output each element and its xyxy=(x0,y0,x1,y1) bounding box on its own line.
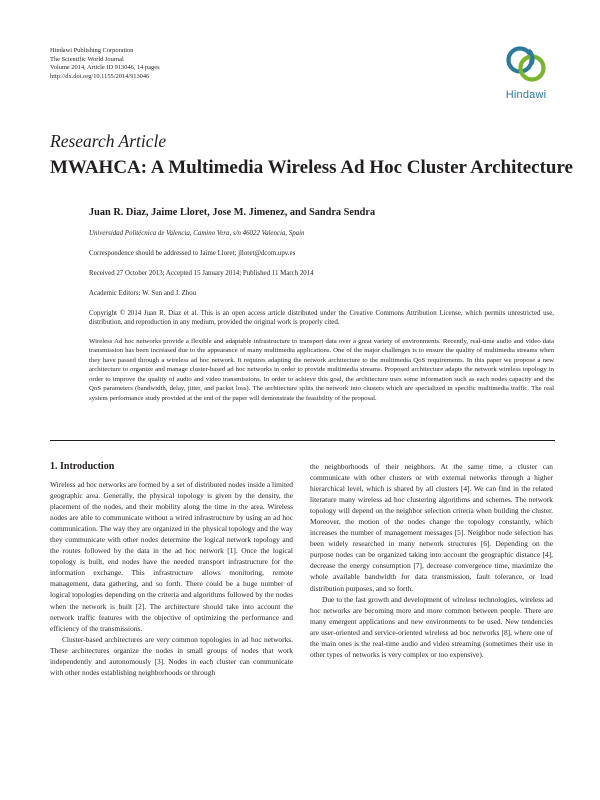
publication-dates: Received 27 October 2013; Accepted 15 January 2014; Published 11 March 2014 xyxy=(89,270,314,277)
paragraph: Cluster-based architectures are very common topologies in ad hoc networks. These architectures organize the nodes in small groups of nodes that work independently and autonomously [3]. Nodes in each cluster can communicate with other nodes establishing neighborhoods or through xyxy=(50,634,293,677)
journal-name: The Scientific World Journal xyxy=(50,55,124,63)
paragraph: the neighborhoods of their neighbors. At the same time, a cluster can communicate with other clusters or with external networks through a higher hierarchical level, which is shared by all clusters [4]. We can find in the related literature many wireless ad hoc clustering algorithms and schemes. The network topology will depend on the neighbor selection criteria when building the cluster. Moreover, the motion of the nodes change the topology constantly, which increases the number of management messages [5]. Neighbor node selection has been widely researched in many network structures [6]. Depending on the purpose nodes can be organized taking into account the geographic distance [4], decrease the energy consumption [7], decrease convergence time, maximize the whole available bandwidth for data transmission, fault tolerance, or load distribution purposes, and so forth. xyxy=(310,462,553,593)
author-list: Juan R. Diaz, Jaime Lloret, Jose M. Jimenez, and Sandra Sendra xyxy=(89,207,376,218)
article-type: Research Article xyxy=(50,131,167,151)
correspondence: Correspondence should be addressed to Jaime Lloret; jlloret@dcom.upv.es xyxy=(89,250,296,257)
left-column xyxy=(50,461,293,678)
doi-link[interactable]: http://dx.doi.org/10.1155/2014/913046 xyxy=(50,72,150,80)
hindawi-logo xyxy=(498,44,554,104)
paragraph: Wireless ad hoc networks are formed by a set of distributed nodes inside a limited geographic area. Generally, the physical topology is given by the density, the placement of the nodes, and their mobility along the time in the area. Wireless nodes are able to communicate without a wired infrastructure by using an ad hoc communication. The way they are organized in the physical topology and the way they communicate with other nodes determine the logical network topology and the routes followed by the data in the ad hoc network [1]. Once the logical topology is built, end nodes have the needed transport infrastructure for the information exchange. This infrastructure allows monitoring, remote management, data gathering, and so forth. There could be a huge number of logical topologies depending on the criteria and algorithms followed by the nodes when the network is built [2]. The architecture should take into account the network traffic features with the objective of optimizing the performance and efficiency of the transmissions. xyxy=(50,480,293,633)
right-column xyxy=(310,461,553,660)
paragraph: Due to the fast growth and development of wireless technologies, wireless ad hoc networks are becoming more and more common between people. There are many emergent applications and new environments to be used. New tendencies are user-oriented and service-oriented wireless ad hoc networks [8], where one of the main ones is the real-time audio and video streaming (sometimes their use in other types of networks is very complex or too expensive). xyxy=(310,594,553,659)
academic-editors: Academic Editors: W. Sun and J. Zhou xyxy=(89,290,197,297)
volume-line: Volume 2014, Article ID 913046, 14 pages xyxy=(50,64,160,72)
paper-title: MWAHCA: A Multimedia Wireless Ad Hoc Cluster Architecture xyxy=(50,157,573,178)
copyright-notice: Copyright © 2014 Juan R. Diaz et al. This is an open access article distributed under the Creative Commons Attribution License, which permits unrestricted use, distribution, and reproduction in any medium, provided the original work is properly cited. xyxy=(89,310,554,327)
section-heading: 1. Introduction xyxy=(50,461,115,472)
section-divider xyxy=(50,440,555,441)
publisher-line: Hindawi Publishing Corporation xyxy=(50,47,134,54)
hindawi-logo-text: Hindawi xyxy=(505,89,547,101)
journal-header xyxy=(50,47,160,81)
affiliation: Universidad Politécnica de Valencia, Camino Vera, s/n 46022 Valencia, Spain xyxy=(89,230,305,237)
abstract: Wireless Ad hoc networks provide a flexible and adaptable infrastructure to transport data over a great variety of environments. Recently, real-time audio and video data transmission has been increased due to the appearance of many multimedia applications. One of the major challenges is to ensure the quality of multimedia streams when they have passed through a wireless ad hoc network. It requires adapting the network architecture to the multimedia QoS requirements. In this paper we propose a new architecture to organize and manage cluster-based ad hoc networks in order to provide multimedia streams. Proposed architecture adapts the network wireless topology in order to improve the quality of audio and video transmissions. In order to achieve this goal, the architecture uses some information such as each nodes capacity and the QoS parameters (bandwidth, delay, jitter, and packet loss). The architecture splits the network into clusters which are specialized in specific multimedia traffic. The real system performance study provided at the end of the paper will demonstrate the feasibility of the proposal. xyxy=(89,338,554,402)
hindawi-logo-icon xyxy=(498,44,554,88)
